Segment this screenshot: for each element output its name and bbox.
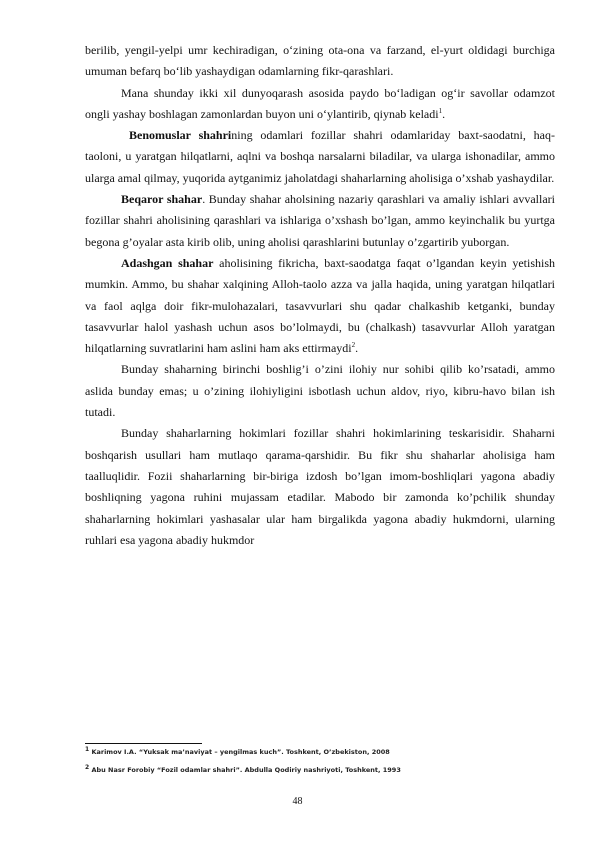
paragraph-7: Bunday shaharlarning hokimlari fozillar shahri hokimlarining teskarisidir. Shaharni boshqarish usullari ham mutlaqo qarama-qarshidir. Bu fikr shu shaharlar aholisiga ham taalluqlidir. Fozii shaharlarning bir-biriga izdosh bo’lgan imom-boshliqlari yagona abadiy boshliqning yagona ruhini mujassam etadilar. Mabodo bir zamonda ko’pchilik shunday shaharlarning hokimlari yashasalar ular ham birgalikda yagona abadiy hukmdorni, ularning ruhlari esa yagona abadiy hukmdor xyxy=(85,426,555,547)
paragraph-4-text: . Bunday shahar aholsining nazariy qarashlari va amaliy ishlari avvallari fozillar shahri aholisining qarashlari va ishlariga o’xshash bo’lgan, ammo keyinchalik bu yurtga begona g’oyalar asta kirib olib, uning aholisi qarashlarini butunlay o’zgartirib yuborgan. xyxy=(85,192,555,249)
paragraph-4 xyxy=(85,189,555,253)
paragraph-2-end: . xyxy=(442,106,446,121)
footnote-2 xyxy=(85,763,555,774)
footnote-1-mark: 1 xyxy=(85,745,90,753)
footnote-1 xyxy=(85,745,555,756)
footnote-1-text: Karimov I.A. “Yuksak ma’naviyat – yengilmas kuch”. Toshkent, O’zbekiston, 2008 xyxy=(89,748,390,756)
footnote-divider xyxy=(85,743,202,744)
paragraph-2 xyxy=(85,83,555,126)
paragraph-1: berilib, yengil-yelpi umr kechiradigan, o‘zining ota-ona va farzand, el-yurt oldidagi burchiga umuman befarq bo‘lib yashaydigan odamlarning fikr-qarashlari. xyxy=(85,43,555,79)
paragraph-3 xyxy=(85,125,555,189)
paragraph-5-end: . xyxy=(355,341,359,356)
term-adashgan-shahar: Adashgan shahar xyxy=(121,255,214,270)
footnote-ref-1[interactable]: 1 xyxy=(438,106,443,115)
term-beqaror-shahar: Beqaror shahar xyxy=(121,192,203,207)
term-benomuslar-shahri: Benomuslar shahri xyxy=(129,128,232,143)
page-number: 48 xyxy=(292,796,303,807)
footnote-2-text: Abu Nasr Forobiy “Fozil odamlar shahri”. Abdulla Qodiriy nashriyoti, Toshkent, 1993 xyxy=(89,766,401,774)
paragraph-6: Bunday shaharning birinchi boshlig’i o’zini ilohiy nur sohibi qilib ko’rsatadi, ammo aslida bunday emas; u o’zining ilohiyligini isbotlash uchun aldov, riyo, kibru-havo bilan ish tutadi. xyxy=(85,362,555,420)
paragraph-5 xyxy=(85,253,555,359)
paragraph-2-text: Mana shunday ikki xil dunyoqarash asosida paydo bo‘ladigan og‘ir savollar odamzot ongli yashay boshlagan zamonlardan buyon uni o‘ylantirib, qiynab keladi xyxy=(85,85,555,121)
footnote-2-mark: 2 xyxy=(85,763,90,771)
page-body xyxy=(85,40,555,551)
paragraph-5-text: aholisining fikricha, baxt-saodatga faqat o’lgandan keyin yetishish mumkin. Ammo, bu shahar xalqining Alloh-taolo azza va jalla haqida, uning yaratgan hilqatlari va faol aqlga doir fikr-mulohazalari, tasavvurlari shu qadar chalkashib ketganki, bunday tasavvurlar halol yashash uchun asos bo’lolmaydi, bu (chalkash) tasavvurlar Alloh yaratgan hilqatlarning suvratlarini ham aslini ham aks ettirmaydi xyxy=(85,255,556,356)
footnote-ref-2[interactable]: 2 xyxy=(351,341,356,350)
paragraph-3-text: ning odamlari fozillar shahri odamlariday baxt-saodatni, haq-taoloni, u yaratgan hilqatlarni, aqlni va boshqa narsalarni biladilar, va ularga ishonadilar, ammo ularga amal qilmay, yuqorida aytganimiz jaholatdagi shaharlarning aholisiga o’xshab yashaydilar. xyxy=(85,128,556,185)
